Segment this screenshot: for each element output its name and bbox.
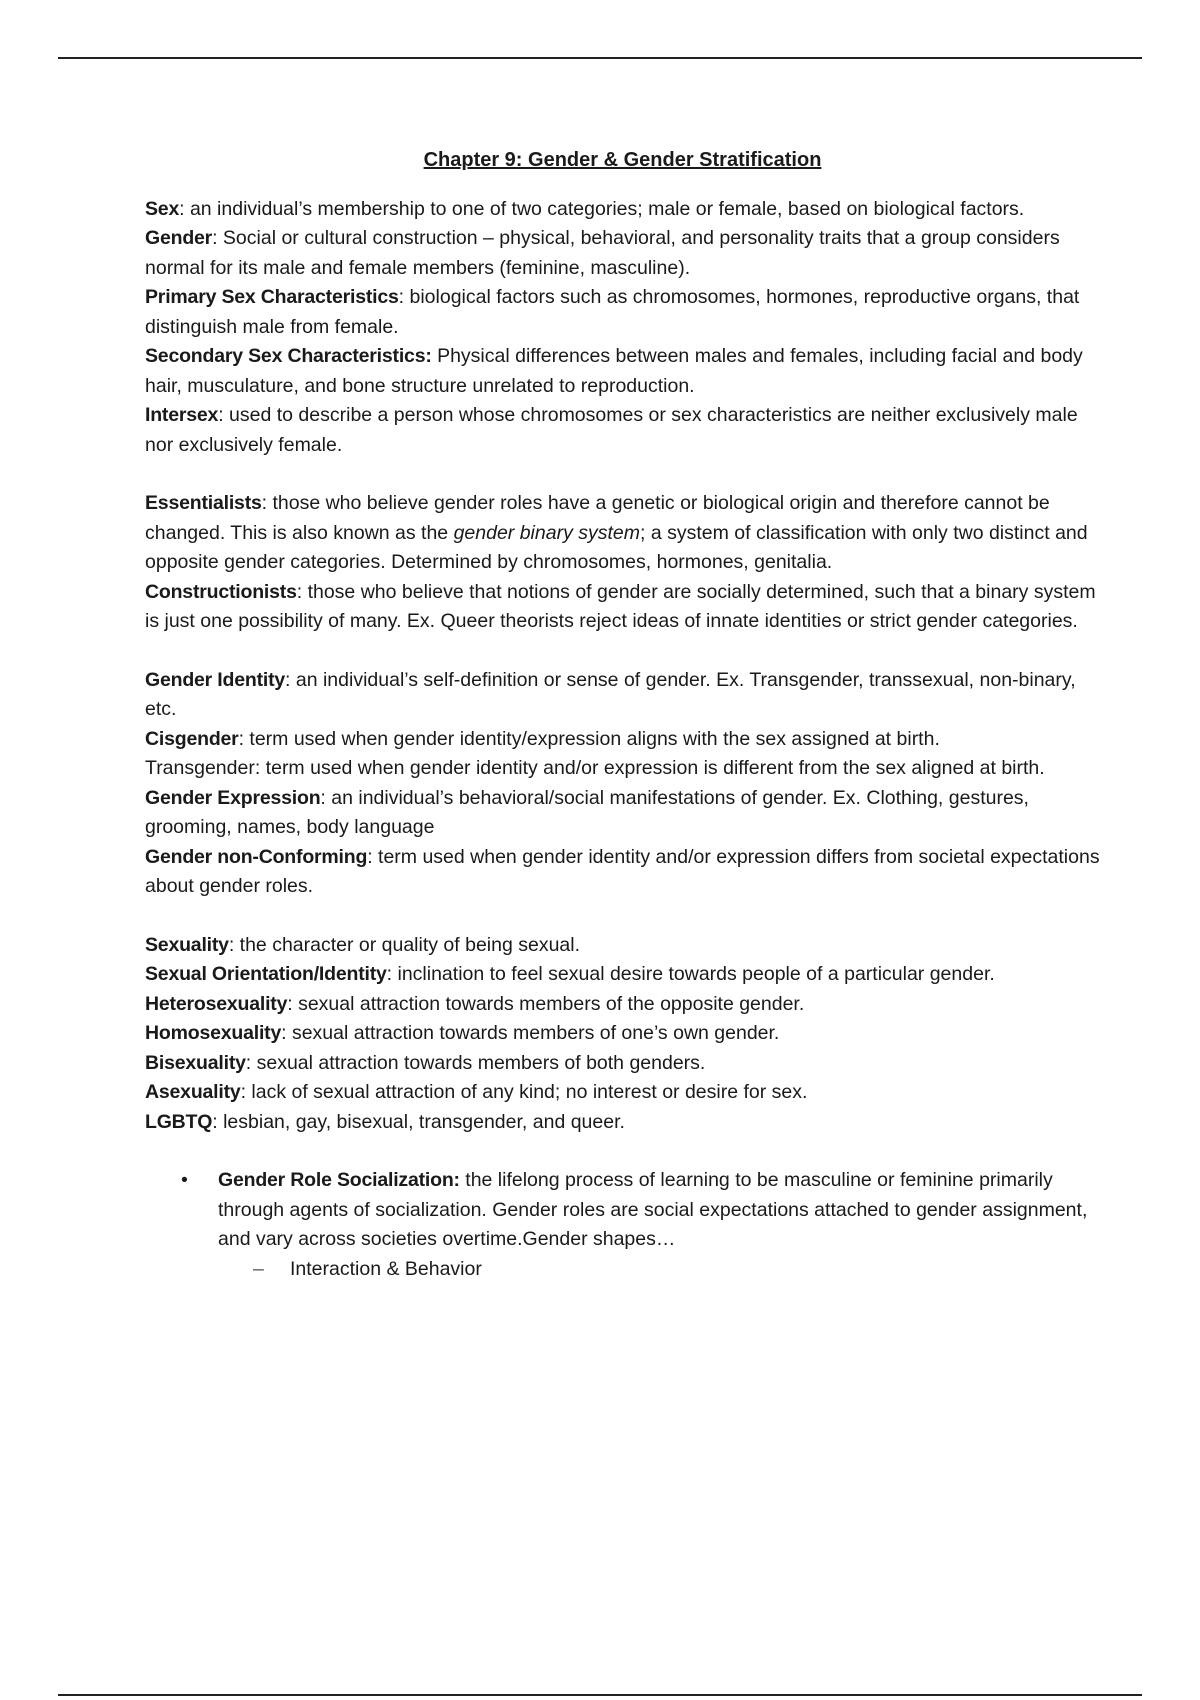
- definition-cisgender: [145, 725, 1100, 755]
- definition-transgender: Transgender: term used when gender identity and/or expression is different from the sex aligned at birth.: [145, 757, 1045, 779]
- term-homosexuality: Homosexuality: [145, 1022, 282, 1044]
- definition-text: : sexual attraction towards members of both genders.: [245, 1051, 706, 1074]
- term-heterosexuality: Heterosexuality: [145, 992, 288, 1015]
- definition-gender-non-conforming: [145, 843, 1100, 902]
- definition-text: : biological factors such as chromosomes, hormones, reproductive organs, that distinguish male from female.: [145, 286, 1080, 338]
- definition-text: : the character or quality of being sexual.: [228, 933, 581, 956]
- definition-constructionists: [145, 578, 1100, 637]
- sub-list-item: [145, 1255, 1100, 1285]
- definition-text: : those who believe that notions of gender are socially determined, such that a binary system is just one possibility of many. Ex. Queer theorists reject ideas of innate identities or strict gender categories.: [145, 580, 1096, 632]
- definition-essentialists: [145, 489, 1100, 578]
- page-title: Chapter 9: Gender & Gender Stratification: [423, 149, 822, 171]
- definition-text: : inclination to feel sexual desire towards people of a particular gender.: [386, 963, 995, 985]
- definition-text: : lesbian, gay, bisexual, transgender, and queer.: [212, 1110, 625, 1133]
- definition-secondary-sex-characteristics: [145, 342, 1100, 401]
- term-bisexuality: Bisexuality: [145, 1051, 246, 1074]
- term-gender-expression: Gender Expression: [145, 786, 321, 809]
- definition-sexuality: [145, 931, 1100, 961]
- italic-phrase: gender binary system: [453, 521, 640, 544]
- section-gap: [145, 460, 1100, 489]
- term-constructionists: Constructionists: [145, 580, 297, 603]
- top-rule: [58, 57, 1142, 59]
- definition-text: Physical differences between males and females, including facial and body hair, musculature, and bone structure unrelated to reproduction.: [145, 345, 1083, 397]
- term-gender-identity: Gender Identity: [145, 668, 286, 691]
- definition-gender: [145, 224, 1100, 283]
- definition-text: : lack of sexual attraction of any kind; no interest or desire for sex.: [240, 1081, 808, 1103]
- definition-heterosexuality: [145, 990, 1100, 1020]
- bottom-rule: [58, 1694, 1142, 1696]
- dash-icon: –: [253, 1257, 264, 1280]
- section-gap: [145, 637, 1100, 666]
- definition-text: : those who believe gender roles have a genetic or biological origin and therefore cannot be changed. This is also known as the: [145, 492, 1050, 544]
- definition-lgbtq: [145, 1108, 1100, 1138]
- bullet-gender-role-socialization: [145, 1166, 1100, 1255]
- definition-text: : Social or cultural construction – physical, behavioral, and personality traits that a group considers normal for its male and female members (feminine, masculine).: [145, 227, 1060, 279]
- definition-gender-expression: [145, 784, 1100, 843]
- term-essentialists: Essentialists: [145, 492, 262, 514]
- definition-text: : an individual’s behavioral/social manifestations of gender. Ex. Clothing, gestures, grooming, names, body language: [145, 786, 1029, 838]
- definition-text: : an individual’s membership to one of two categories; male or female, based on biological factors.: [179, 197, 1025, 220]
- definition-bisexuality: [145, 1049, 1100, 1079]
- definition-text: : sexual attraction towards members of the opposite gender.: [287, 992, 805, 1015]
- definition-intersex: [145, 401, 1100, 460]
- definition-text: the lifelong process of learning to be masculine or feminine primarily through agents of socialization. Gender roles are social expectations attached to gender assignment, and vary across societies overtime.Gender shapes…: [218, 1169, 1088, 1250]
- term-secondary-sex-characteristics: Secondary Sex Characteristics:: [145, 345, 432, 367]
- term-primary-sex-characteristics: Primary Sex Characteristics: [145, 286, 399, 308]
- definition-primary-sex-characteristics: [145, 283, 1100, 342]
- definition-text: : used to describe a person whose chromosomes or sex characteristics are neither exclusively male nor exclusively female.: [145, 404, 1078, 456]
- definition-text: ; a system of classification with only two distinct and opposite gender categories. Determined by chromosomes, hormones, genitalia.: [145, 521, 1088, 573]
- term-gender-role-socialization: Gender Role Socialization:: [218, 1169, 460, 1191]
- definition-gender-identity: [145, 666, 1100, 725]
- term-cisgender: Cisgender: [145, 727, 239, 750]
- sub-item-text: Interaction & Behavior: [290, 1257, 482, 1280]
- document-body: [145, 146, 1100, 1284]
- term-gender: Gender: [145, 227, 213, 249]
- definition-text: : term used when gender identity/expression aligns with the sex assigned at birth.: [238, 727, 940, 750]
- definition-sex: [145, 195, 1100, 225]
- term-gender-non-conforming: Gender non-Conforming: [145, 845, 368, 868]
- definition-text: : an individual’s self-definition or sense of gender. Ex. Transgender, transsexual, non-binary, etc.: [145, 668, 1076, 720]
- term-sexual-orientation: Sexual Orientation/Identity: [145, 963, 387, 985]
- definition-sexual-orientation: [145, 960, 1100, 990]
- definition-text: : sexual attraction towards members of one’s own gender.: [281, 1022, 780, 1044]
- term-intersex: Intersex: [145, 404, 219, 426]
- section-gap: [145, 1137, 1100, 1166]
- definition-homosexuality: [145, 1019, 1100, 1049]
- term-sexuality: Sexuality: [145, 933, 229, 956]
- definition-text: : term used when gender identity and/or expression differs from societal expectations about gender roles.: [145, 845, 1100, 897]
- section-gap: [145, 902, 1100, 931]
- bullet-icon: •: [181, 1169, 188, 1191]
- definition-asexuality: [145, 1078, 1100, 1108]
- term-asexuality: Asexuality: [145, 1081, 241, 1103]
- term-sex: Sex: [145, 197, 180, 220]
- term-lgbtq: LGBTQ: [145, 1110, 213, 1133]
